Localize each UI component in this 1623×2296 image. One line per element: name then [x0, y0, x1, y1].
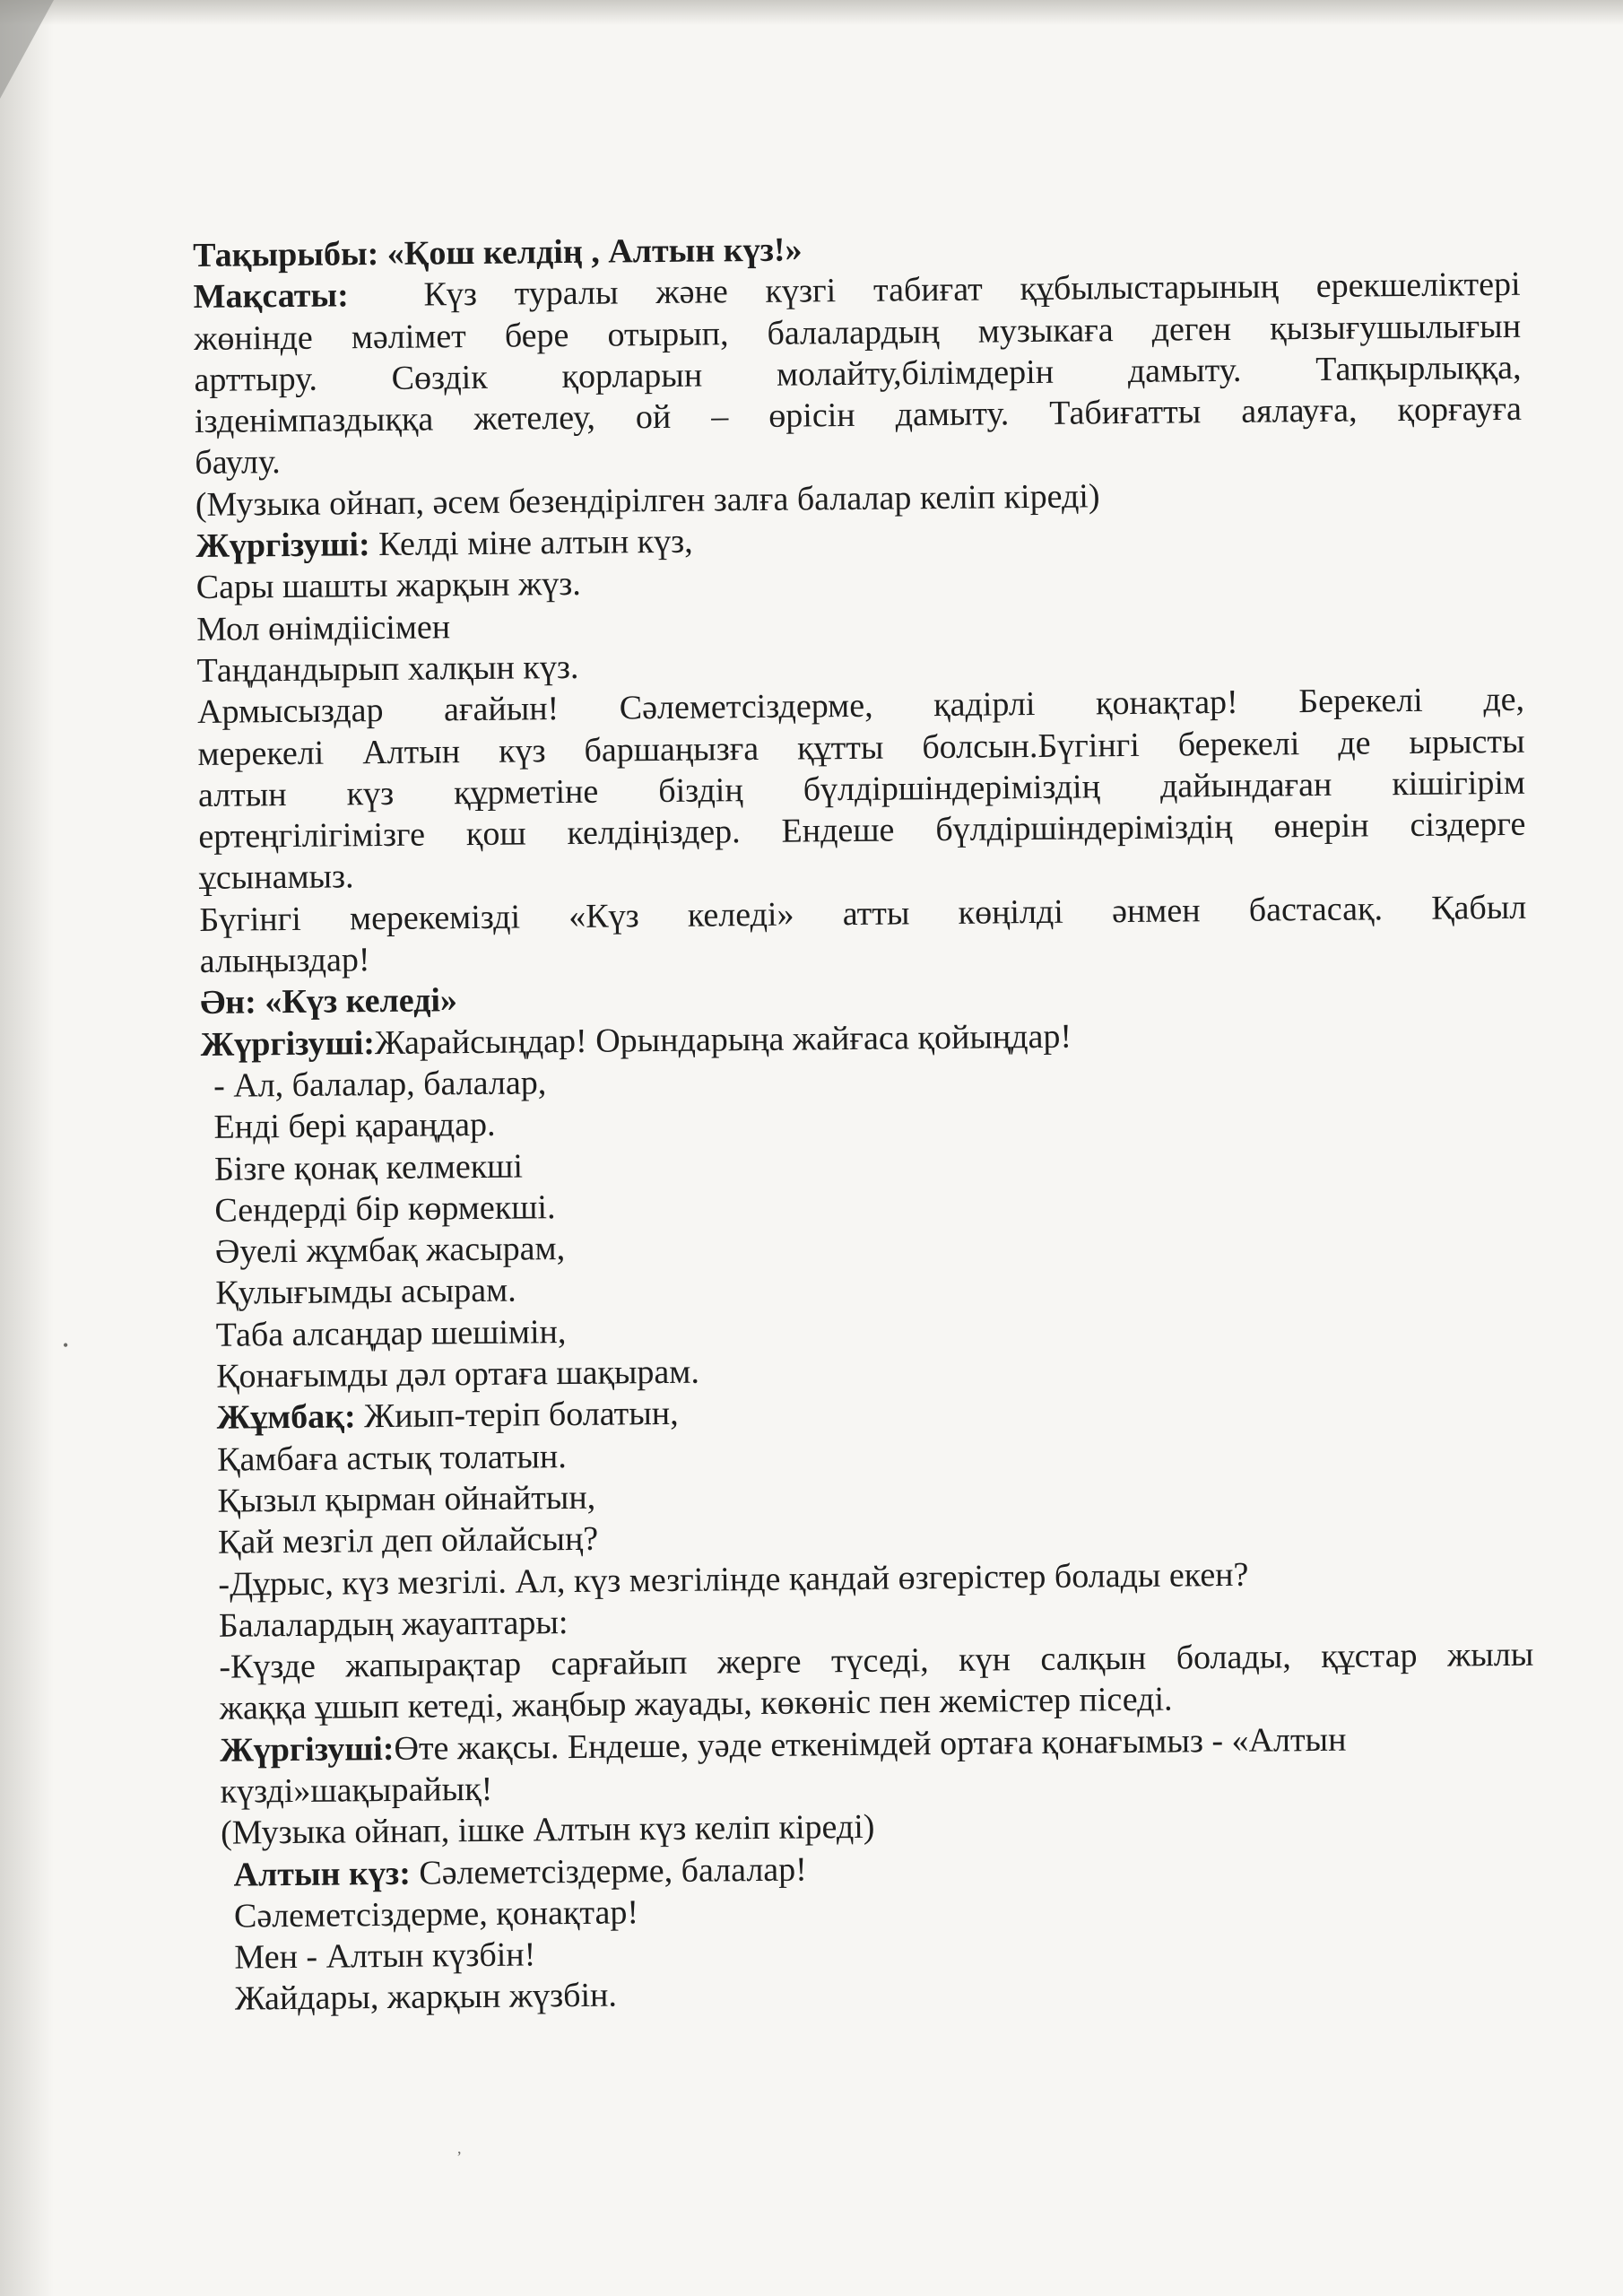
goal-line: ізденімпаздыққа жетелеу, ой – өрісін дамыту. Табиғатты аялауға, қорғауға: [194, 389, 1523, 441]
title-text: «Қош келдің , Алтын күз!»: [378, 230, 803, 274]
riddle-text: Жиып-теріп болатын,: [355, 1395, 679, 1436]
scan-speck: ,: [457, 2139, 462, 2157]
poem-line: Сары шашты жарқын жүз.: [195, 565, 581, 607]
autumn-label: Алтын күз:: [233, 1854, 412, 1894]
host-text: Жарайсыңдар! Орындарыңа жайғаса қойыңдар!: [374, 1017, 1072, 1062]
host-text: Келді міне алтын күз,: [369, 522, 693, 564]
goal-line: жөнінде мәлімет бере отырып, балалардың музыкаға деген қызығушылығын: [193, 307, 1522, 358]
host-label: Жүргізуші:: [195, 526, 370, 566]
poem-line: Таңдандырып халқын күз.: [196, 648, 579, 690]
poem-line: Әуелі жұмбақ жасырам,: [214, 1230, 566, 1271]
scan-top-shadow: [0, 0, 1623, 25]
poem-line: Мол өнімдіісімен: [196, 607, 451, 648]
host-line-cont: күзді»шақырайық!: [220, 1770, 493, 1811]
host-label: Жүргізуші:: [200, 1023, 376, 1064]
speech-line: Бүгінгі мерекемізді «Күз келеді» атты көңілді әнмен бастасақ. Қабыл: [199, 888, 1527, 939]
poem-line: Қулығымды асырам.: [215, 1272, 516, 1313]
host-label: Жүргізуші:: [220, 1729, 395, 1770]
stage-direction: (Музыка ойнап, әсем безендірілген залға балалар келіп кіреді): [195, 477, 1100, 524]
speech-line: Армысыздар ағайын! Сәлеметсіздерме, қадірлі қонақтар! Берекелі де,: [196, 681, 1525, 732]
autumn-line: Жайдары, жарқын жүзбін.: [234, 1977, 618, 2019]
answer-line: -Дұрыс, күз мезгілі. Ал, күз мезгілінде қандай өзгерістер болады екен?: [218, 1555, 1249, 1604]
speech-line: алыңыздар!: [199, 941, 370, 981]
scan-left-shadow: [0, 0, 54, 2296]
poem-line: Бізге қонақ келмекші: [213, 1147, 524, 1188]
riddle-line: Қамбаға астық толатын.: [216, 1437, 567, 1479]
folded-corner: [0, 0, 54, 99]
riddle-line: Қай мезгіл деп ойлайсың?: [217, 1519, 599, 1562]
poem-line: Қонағымды дәл ортаға шақырам.: [216, 1352, 700, 1396]
song-heading: Ән: «Күз келеді»: [200, 981, 458, 1022]
goal-text: Күз туралы және күзгі табиғат құбылыстарының ерекшеліктері: [423, 265, 1521, 314]
autumn-text: Сәлеметсіздерме, балалар!: [410, 1850, 808, 1892]
speech-line: ұсынамыз.: [198, 857, 354, 898]
autumn-line: Сәлеметсіздерме, қонақтар!: [233, 1893, 639, 1935]
poem-line: Сендерді бір көрмекші.: [214, 1187, 556, 1230]
speech-line: мерекелі Алтын күз баршаңызға құтты болсын.Бүгінгі берекелі де ырысты: [197, 722, 1525, 773]
poem-line: Енді бері қараңдар.: [213, 1106, 496, 1147]
speech-line: алтын күз құрметіне біздің бүлдіршіндеріміздің дайындаған кішігірім: [197, 763, 1526, 814]
kids-answer-line: жаққа ұшып кетеді, жаңбыр жауады, көкөніс пен жемістер піседі.: [219, 1680, 1173, 1728]
kids-answers-label: Балалардың жауаптары:: [218, 1603, 568, 1645]
riddle-label: Жұмбақ:: [216, 1397, 356, 1438]
riddle-line: Қызыл қырман ойнайтын,: [217, 1478, 596, 1520]
autumn-line: Мен - Алтын күзбін!: [234, 1935, 536, 1977]
speech-line: ертеңгілігімізге қош келдіңіздер. Ендеше бүлдіршіндеріміздің өнерін сіздерге: [198, 804, 1526, 857]
document-body: [193, 222, 1537, 2021]
goal-line: арттыру. Сөздік қорларын молайту,білімдерін дамыту. Тапқырлыққа,: [194, 348, 1522, 399]
goal-line: баулу.: [195, 443, 281, 483]
poem-line: - Ал, балалар, балалар,: [213, 1064, 547, 1105]
scan-speck: •: [63, 1336, 69, 1354]
goal-label: Мақсаты:: [193, 276, 349, 317]
title-label: Тақырыбы:: [193, 235, 379, 274]
stage-direction: (Музыка ойнап, ішке Алтын күз келіп кіреді): [220, 1808, 875, 1853]
kids-answer-line: -Күзде жапырақтар сарғайып жерге түседі, күн салқын болады, құстар жылы: [219, 1635, 1534, 1686]
host-text: Өте жақсы. Ендеше, уәде еткенімдей ортаға қонағымыз - «Алтын: [394, 1720, 1347, 1768]
poem-line: Таба алсаңдар шешімін,: [215, 1312, 567, 1354]
